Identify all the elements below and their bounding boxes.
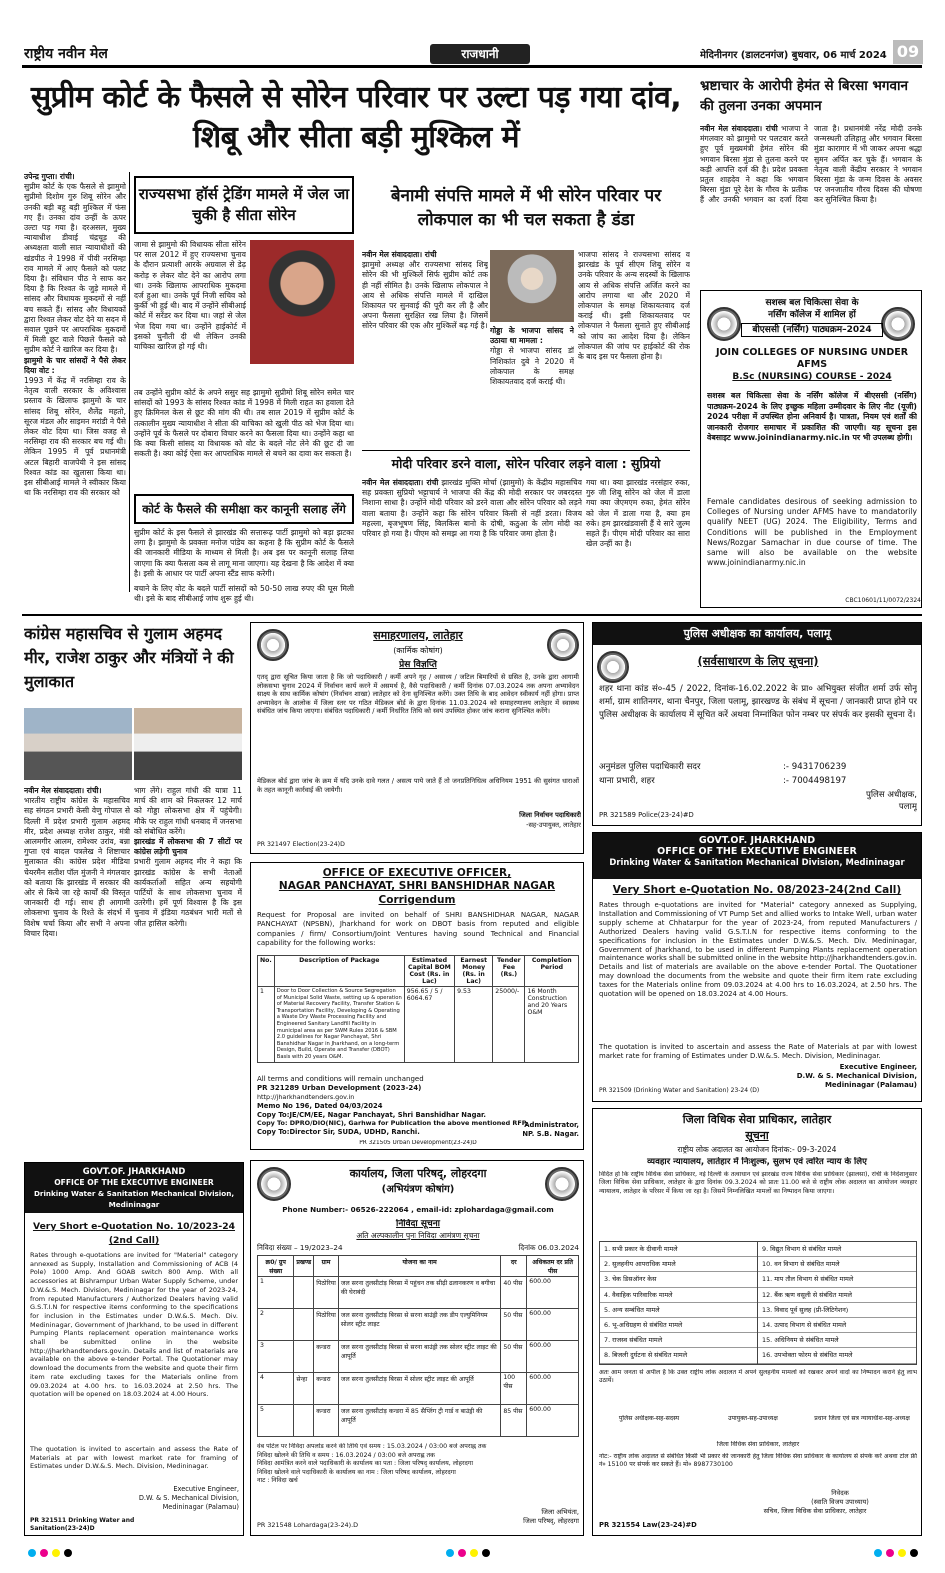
table-cell: 25000/- <box>493 987 525 1063</box>
legal-sign-a: पुलिस अधीक्षक-सह-सदस्य <box>618 1415 680 1422</box>
ee-left-title: Very Short e-Quotation No. 10/2023-24 <box>32 1221 236 1232</box>
latehar-title: प्रेस विज्ञप्ति <box>399 660 437 670</box>
lohardaga-note: निविदा आमंत्रित करने वाले पदाधिकारी के कार्यालय का पता : जिला परिषद् कार्यालय, लोहरदगा <box>257 1460 474 1468</box>
lohardaga-signature: जिला अभियंता, <box>541 1508 579 1516</box>
armed-forces-ad <box>700 290 922 608</box>
npsbn-sign-2: NP. S.B. Nagar. <box>522 1130 579 1138</box>
review-headline-box <box>134 494 354 524</box>
congress-photo-2 <box>134 708 242 780</box>
sita-headline: राज्यसभा हॉर्स ट्रेडिंग मामले में जेल जा चुकी है सीता सोरेन <box>138 185 350 224</box>
legal-office: जिला विधिक सेवा प्राधिकार, लातेहार <box>682 1113 832 1126</box>
lohardaga-note: नाट : निविदा खर्च <box>257 1477 298 1485</box>
lohardaga-subtitle: अति अल्पकालीन पुनः निविदा आमंत्रण सूचना <box>356 1231 480 1240</box>
masthead: राष्ट्रीय नवीन मेल <box>24 46 108 62</box>
afms-emblem-icon <box>881 307 915 341</box>
table-cell: 50 पीस <box>501 1341 527 1373</box>
table-cell: पिठोरिया <box>314 1309 339 1341</box>
police-contact-2-phone: :- 7004498197 <box>783 776 847 786</box>
modi-headline: मोदी परिवार डरने वाला, सोरेन परिवार लड़ने वाला : सुप्रियो <box>391 456 661 471</box>
table-cell: सेन्हा <box>294 1373 314 1405</box>
ad-subtitle: B.Sc (NURSING) COURSE - 2024 <box>732 372 892 382</box>
ad-hindi-text: सशस्त्र बल चिकित्सा सेवा के नर्सिंग कॉलेज में बीएससी (नर्सिंग) पाठ्यक्रम-2024 के लिए इच्छुक महिला उम्मीदवार के लिए नीट (यूजी) 2024 परीक्षा में उपस्थित होना अनिवार्य है। पात्रता, नियम एवं शर्तों की जानकारी रोजगार समाचार में प्रकाशित की जाएगी। यह सूचना इस वेबसाइट www.joinindianarmy.nic.in पर भी उपलब्ध होगी। <box>707 391 917 443</box>
ee-right-text: Rates through e-quotations are invited for "Material" category annexed as Supplying, Installation and Commissioning of VT Pump Set and allied works to Intake Well, urban water supply scheme at Chhatarpur for the year of 2023-24, from reputed Manufacturers / Authorized Dealers having valid G.S.T.I.N for respective items conforming to the specifications for inclusion in the Estimates under D.W.&.S. Mech. Div. Medininagar, Government of Jharkhand, to be used in different Pumping Plants replacement operation maintenance works shall be submitted online in the website http://jharkhandtenders.gov.in. Details and list of materials are available on the above e-tender Portal. The Quotationer may download the documents from the website and quote their firm item rate excluding taxes for the Materials online from 09.03.2024 at 4.00 hrs to 16.03.2024, at 2.50 hrs. The quotation will be opened on 18.03.2024 at 4.00 Hours. <box>599 901 917 999</box>
latehar-dept: (कार्मिक कोषांग) <box>393 646 443 655</box>
npsbn-copy-1: Copy To:JE/CM/EE, Nagar Panchayat, Shri Banshidhar Nagar. <box>257 1111 486 1119</box>
police-contact-1-label: अनुमंडल पुलिस पदाधिकारी सदर <box>599 762 701 772</box>
column-divider <box>129 172 130 592</box>
registration-mark <box>898 1549 906 1557</box>
latehar-code: PR 321497 Election(23-24)D <box>257 841 345 848</box>
table-cell <box>294 1309 314 1341</box>
ee-left-header <box>25 1163 243 1213</box>
table-header: क्र0/ ग्रुप संख्या <box>258 1256 294 1277</box>
ee-left-signature-2: D.W. & S. Mechanical Division, <box>138 1494 239 1502</box>
benami-col2: भाजपा सांसद ने राज्यसभा सांसद व झारखंड के पूर्व सीएम शिबू सोरेन व उनके परिवार के अन्य सदस्यों के खिलाफ आय से अधिक संपत्ति अर्जित करने का आरोप लगाया था और 2020 में लोकपाल के समक्ष शिकायतवाद दर्ज कराई थी। इसी शिकायतवाद पर लोकपाल ने फैसला सुनाते हुए सीबीआई को जांच का आदेश दिया है। लेकिन लोकपाल की जांच पर हाईकोर्ट की रोक के बाद इस पर फैसला होना है। <box>578 250 690 362</box>
legal-signature-2: (स्वाति विजय उपाध्याय) <box>811 1498 869 1506</box>
police-title: (सर्वसाधारण के लिए सूचना) <box>697 654 819 668</box>
npsbn-line1: OFFICE OF EXECUTIVE OFFICER, <box>322 867 512 879</box>
police-emblem-icon <box>597 651 629 683</box>
table-header: Completion Period <box>525 956 579 987</box>
table-cell: जल सरना तुलसीटांड़ बिरसा में पहुंचन तक सीढ़ी ढलानकरण व बगीचा की घेराबंदी <box>338 1277 500 1309</box>
ee-right-title: Very Short e-Quotation No. 08/2023-24(2nd Call) <box>612 884 902 896</box>
npsbn-notice <box>250 862 584 1150</box>
table-cell: 100 पीस <box>501 1373 527 1405</box>
sita-photo <box>250 240 354 364</box>
ee-right-text-2: The quotation is invited to ascertain and assess the Rate of Materials at par with lowest market rate for framing of Estimates under D.W.&.S. Mech. Division, Medininagar. <box>599 1043 917 1060</box>
table-cell: जल सरना तुलसीटांड़ कन्डरा में 85 सैप्लिंग ट्री गार्ड व बाउंड्री की आपूर्ति <box>338 1405 500 1437</box>
table-header: प्रखण्ड <box>294 1256 314 1277</box>
lead-headline: सुप्रीम कोर्ट के फैसले से सोरेन परिवार पर उल्टा पड़ गया दांव, शिबू और सीता बड़ी मुश्किल में <box>30 80 682 155</box>
npsbn-url: http://jharkhandtenders.gov.in <box>257 1093 355 1101</box>
list-item: 2. सुलहनीय आपराधिक मामले <box>600 1257 757 1272</box>
list-item: 14. उत्पाद विभाग से संबंधित मामले <box>758 1318 916 1333</box>
latehar-text-2: मेडिकल बोर्ड द्वारा जांच के क्रम में यदि उनके दावे गलत / असत्य पाये जाते हैं तो जनप्रतिनिधित्व अधिनियम 1951 की सुसंगत धाराओं के तहत कानूनी कार्रवाई की जायेगी। <box>257 777 579 794</box>
section-label: राजधानी <box>430 44 530 64</box>
legal-right-list <box>758 1242 916 1364</box>
table-cell: 9.53 <box>455 987 493 1063</box>
legal-signature-3: सचिव, जिला विधिक सेवा प्राधिकार, लातेहार <box>763 1507 867 1515</box>
table-cell: कन्डरा <box>314 1405 339 1437</box>
list-item: 8. बिजली दुर्घटना से संबंधित मामले <box>600 1348 757 1363</box>
benami-col1-text: झामुमो अध्यक्ष और राज्यसभा सांसद शिबू सोरेन की भी मुश्किलें सिर्फ सुप्रीम कोर्ट तक ही नहीं सीमित है। उनके खिलाफ लोकपाल ने आय से अधिक संपत्ति मामले में दाखिल शिकायत पर सुनवाई की पूरी कर ली है और अपना फैसला सुरक्षित रख लिया है। जिसमें सोरेन परिवार की एक और मुश्किलें बढ़ गई है। <box>362 260 488 331</box>
npsbn-pr: PR 321289 Urban Development (2023-24) <box>257 1084 422 1092</box>
lohardaga-phone: Phone Number:- 06526-222064 , email-id: zplohardaga@gmail.com <box>282 1205 554 1214</box>
list-item: 1. सभी प्रकार के दीवानी मामले <box>600 1242 757 1257</box>
police-code: PR 321589 Police(23-24)#D <box>599 811 694 819</box>
zila-parishad-emblem-icon <box>545 1167 579 1201</box>
registration-mark <box>458 1549 466 1557</box>
ee-left-notice <box>24 1162 244 1536</box>
lohardaga-office: कार्यालय, जिला परिषद्, लोहरदगा <box>349 1167 487 1180</box>
sita-text-2: तब उन्होंने सुप्रीम कोर्ट के अपने ससुर सह झामुमो सुप्रीमो शिबू सोरेन समेत चार सांसदों को 1993 के सांसद रिश्वत कांड में 1998 में मिली राहत का हवाला देते हुए क्रिमिनल केस से छूट की मांग की थी। तब साल 2019 में सुप्रीम कोर्ट के तत्कालीन मुख्य न्यायाधीश ने सीता की याचिका को खुली पीठ को भेज दिया था। उन्होंने पूर्व के फैसले पर दोबारा विचार करने का फैसला दिया था। उन्होंने कहा था कि क्या किसी सांसद या विधायक को वोट के बदले नोट लेने की छूट दी जा सकती है। क्या कोई ऐसा कर आपराधिक मामले से बचने का दावा कर सकता है। <box>134 388 354 459</box>
table-cell: 600.00 <box>527 1277 579 1309</box>
registration-mark <box>874 1549 882 1557</box>
table-header: Estimated Capital BOM Cost (Rs. in Lac) <box>404 956 454 987</box>
election-emblem-icon <box>547 629 579 661</box>
npsbn-text: Request for Proposal are invited on behalf of SHRI BANSHIDHAR NAGAR, NAGAR PANCHAYAT (NPSBN), Jharkhand for work on DBOT basis from reputed and eligible companies / firm/ Consortium/Joint Ventures having sound Technical and Financial capability for the following works: <box>257 911 579 948</box>
army-emblem-icon <box>707 307 741 341</box>
lohardaga-notice <box>250 1160 584 1536</box>
list-item: 15. अधिनियम से संबंधित मामले <box>758 1333 916 1348</box>
police-contact-2-label: थाना प्रभारी, शहर <box>599 776 655 786</box>
ee-left-call: (2nd Call) <box>108 1235 160 1246</box>
right-top-headline: भ्रष्टाचार के आरोपी हेमंत से बिरसा भगवान की तुलना उनका अपमान <box>700 78 909 114</box>
ee-left-line1: GOVT.OF. JHARKHAND <box>82 1166 186 1176</box>
ad-hindi-line1: सशस्त्र बल चिकित्सा सेवा के <box>765 298 859 308</box>
table-cell <box>294 1405 314 1437</box>
npsbn-table-wrap <box>257 955 579 1073</box>
ee-right-line2: OFFICE OF THE EXECUTIVE ENGINEER <box>657 846 857 857</box>
table-cell: Door to Door Collection & Source Segregation of Municipal Solid Waste, setting up & operation of Material Recovery Facility, Transfer Station & Transportation Facility, Developing & Operating a Waste Dry Waste Processing Facility and Engineered Sanitary Landfill Facility in municipal area as per SWM Rules 2016 & SBM 2.0 guidelines for Nagar Panchayat, Shri Banshidhar Nagar in Jharkhand, on a long-term Design, Build, Operate and Transfer (DBOT) Basis with 20 years O&M. <box>274 987 404 1063</box>
table-cell: कन्डरा <box>314 1373 339 1405</box>
legal-left-list <box>600 1242 758 1364</box>
ee-left-code: PR 321511 Drinking Water and Sanitation(23-24)D <box>30 1517 135 1532</box>
benami-byline: नवीन मेल संवाददाता। रांची <box>362 250 437 259</box>
table-row <box>258 1373 579 1405</box>
table-cell: 1 <box>258 1277 294 1309</box>
ee-right-code: PR 321509 (Drinking Water and Sanitation) 23-24 (D) <box>599 1087 760 1094</box>
ee-right-signature-2: D.W. & S. Mechanical Division, <box>796 1072 917 1080</box>
ee-right-header <box>593 833 921 879</box>
page-number: 09 <box>893 40 923 64</box>
table-cell <box>294 1277 314 1309</box>
registration-mark <box>886 1549 894 1557</box>
ee-left-text-2: The quotation is invited to ascertain and assess the Rate of Materials at par with lowest market rate for framing of Estimates under D.W.&.S. Mech. Division, Medininagar. <box>30 1445 238 1471</box>
table-cell: 2 <box>258 1309 294 1341</box>
table-cell: कन्डरा <box>314 1341 339 1373</box>
list-item: 12. बैंक ऋण वसूली से संबंधित मामले <box>758 1288 916 1303</box>
benami-col1b-text: गोड्डा से भाजपा सांसद डॉ निशिकांत दुबे ने 2020 में लोकपाल के समक्ष शिकायतवाद दर्ज कराई थी। <box>490 346 574 387</box>
review-text: सुप्रीम कोर्ट के इस फैसले से झारखंड की सत्तारूढ़ पार्टी झामुमो को बड़ा झटका लगा है। झामुमो के प्रवक्ता मनोज पांडेय का कहना है कि सुप्रीम कोर्ट के फैसले की जानकारी मीडिया के माध्यम से मिली है। अब इस पर कानूनी सलाह लिया जाएगा कि क्या फैसला कब से लागू माना जाएगा। यह देखना है कि आदेश में क्या है। इसी के आधार पर पार्टी अपना स्टैंड साफ करेगी। <box>134 528 354 578</box>
shibu-photo <box>490 250 574 322</box>
table-header-row <box>258 1256 579 1277</box>
latehar-signature-2: -सह-उपायुक्त, लातेहार <box>526 821 581 829</box>
ad-code: CBC10601/11/0072/2324 <box>845 597 921 604</box>
table-cell: 85 पीस <box>501 1405 527 1437</box>
table-header: योजना का नाम <box>338 1256 500 1277</box>
table-row <box>258 1309 579 1341</box>
ee-left-line4: Medininagar <box>108 1200 160 1209</box>
npsbn-sign: Administrator, <box>524 1121 579 1129</box>
table-cell: 3 <box>258 1341 294 1373</box>
benami-headline: बेनामी संपत्ति मामले में भी सोरेन परिवार पर लोकपाल का भी चल सकता है डंडा <box>390 186 662 230</box>
table-cell: 5 <box>258 1405 294 1437</box>
registration-mark <box>28 1549 36 1557</box>
legal-signature: निवेदक <box>831 1489 849 1497</box>
ee-right-signature: Executive Engineer, <box>839 1063 917 1071</box>
lohardaga-ref: निविदा संख्या – 19/2023–24 <box>257 1243 343 1252</box>
table-cell: 40 पीस <box>501 1277 527 1309</box>
latehar-notice <box>250 622 584 854</box>
table-cell: 600.00 <box>527 1405 579 1437</box>
list-item: 7. राजस्व संबंधित मामले <box>600 1333 757 1348</box>
latehar-office: समाहरणालय, लातेहार <box>373 629 463 642</box>
section-rule <box>362 450 690 451</box>
ee-right-line3: Drinking Water & Sanitation Mechanical Division, Medininagar <box>609 857 905 867</box>
lohardaga-table <box>257 1255 579 1437</box>
jharkhand-emblem-icon <box>257 629 289 661</box>
table-row <box>258 1277 579 1309</box>
legal-services-notice <box>592 1108 922 1536</box>
list-item: 3. चेक डिसऑनर केस <box>600 1272 757 1287</box>
table-header: No. <box>258 956 275 987</box>
lohardaga-emblem-icon <box>257 1167 291 1201</box>
lohardaga-dept: (अभियंत्रण कोषांग) <box>381 1184 455 1195</box>
police-notice <box>592 622 922 826</box>
table-cell: 956.65 / 5 / 6064.67 <box>404 987 454 1063</box>
legal-title: सूचना <box>745 1129 769 1142</box>
congress-col2-text: भाग लेंगे। राहुल गांधी की यात्रा 11 मार्च की शाम को निकलकर 12 मार्च को गोड्डा लोकसभा क्षेत्र में पहुंचेगी। मौके पर राहुल गांधी धनबाद में जनसभा को संबोधित करेंगे। <box>134 786 242 836</box>
police-signature-2: पलामू <box>898 802 917 812</box>
ee-left-signature: Executive Engineer, <box>173 1485 239 1493</box>
legal-note: नोट:- राष्ट्रीय लोक अदालत से संबंधित किसी भी प्रकार की जानकारी हेतु जिला विधिक सेवा प्राधिकार के कार्यालय से संपर्क करें अथवा टोल फ्री नं० 15100 पर संपर्क कर सकते हैं। मो० 8987730100 <box>599 1453 917 1469</box>
congress-col2 <box>134 786 242 1146</box>
ad-hindi-line3: बीएससी (नर्सिंग) पाठ्यक्रम–2024 <box>741 323 883 337</box>
police-office: पुलिस अधीक्षक का कार्यालय, पलामू <box>593 623 921 645</box>
registration-mark <box>910 1549 918 1557</box>
lead-col1b-text: 1993 में केंद्र में नरसिम्हा राव के नेतृत्व वाली सरकार के अविश्वास प्रस्ताव के खिलाफ झामुमो के चार सांसद शिबू सोरेन, शैलेंद्र महतो, सूरज मंडल और साइमन मरांडी ने पैसे लेकर वोट दिया था। जिस वजह से नरसिम्हा राव की सरकार बच गई थी। लेकिन 1995 में पूर्व प्रधानमंत्री अटल बिहारी वाजपेयी ने इस सांसद रिश्वत कांड का खुलासा किया था। इस सीबीआई मामले ने स्वीकार किया था कि नरसिम्हा राव की सरकार को <box>24 376 126 498</box>
right-top-text <box>700 124 922 284</box>
benami-headline-wrap <box>362 184 690 246</box>
npsbn-footer: All terms and conditions will remain unchanged <box>257 1075 424 1083</box>
lohardaga-note: निविदा खोलने की तिथि व समय : 16.03.2024 / 03:00 बजे अपराह्न तक <box>257 1451 435 1459</box>
ee-left-signature-3: Medininagar (Palamau) <box>162 1503 239 1511</box>
lead-col1-subhead: झामुमो के चार सांसदों ने पैसे लेकर दिया वोट : <box>24 355 126 375</box>
list-item: 9. विद्युत विभाग से संबंधित मामले <box>758 1242 916 1257</box>
table-cell: जल सरना तुलसीटांड़ बिरसा से सरना बाउंड्री तक सोलर स्ट्रीट लाइट की आपूर्ति <box>338 1341 500 1373</box>
latehar-signature: जिला निर्वाचन पदाधिकारी <box>519 811 581 819</box>
color-registration-strip <box>22 1546 922 1560</box>
legal-tagline: व्यवहार न्यायालय, लातेहार में निःशुल्क, सुलभ एवं त्वरित न्याय के लिए <box>647 1157 867 1167</box>
list-item: 11. माप तौल विभाग से संबंधित मामले <box>758 1272 916 1287</box>
ee-right-signature-3: Medininagar (Palamau) <box>824 1081 917 1089</box>
lohardaga-code: PR 321548 Lohardaga(23-24).D <box>257 1521 359 1529</box>
table-header-row <box>258 956 579 987</box>
lead-col1-text: सुप्रीम कोर्ट के एक फैसले से झामुमो सुप्रीमो दिशोम गुरु शिबू सोरेन और उनकी बड़ी बहू बड़ी मुश्किल में फंस गए हैं। उनका दांव उन्हीं के ऊपर उल्टा पड़ गया है। दरअसल, मुख्य न्यायाधीश डीवाई चंद्रचूड़ की अध्यक्षता वाली सात न्यायाधीशों की खंडपीठ ने 1998 में पीवी नरसिम्हा राव मामले में आए फैसले को पलट दिया है। संविधान पीठ ने साफ कर दिया है कि रिश्वत के जुड़े मामले में सांसद और विधायक मुकदमों से नहीं बच सकते हैं। सांसद और विधायकों द्वारा रिश्वत लेकर वोट देने या सदन में सवाल पूछने पर आपराधिक मुकदमों में मिली छूट वाले पिछले फैसले को सुप्रीम कोर्ट ने खारिज कर दिया है। <box>24 182 126 355</box>
list-item: 10. वन विभाग से संबंधित मामले <box>758 1257 916 1272</box>
review-headline: कोर्ट के फैसले की समीक्षा कर कानूनी सलाह लेंगे <box>142 502 346 516</box>
table-row <box>258 987 579 1063</box>
right-top-body: भाजपा ने मंगलवार को झामुमो पर पलटवार करते हुए पूर्व मुख्यमंत्री हेमंत सोरेन की भगवान बिरसा मुंडा से तुलना करने पर कड़ी आपत्ति दर्ज की है। प्रदेश प्रवक्ता प्रतुल शाहदेव ने कहा कि भगवान बिरसा मुंडा पूरे देश के गौरव के प्रतीक हैं और उनकी भगवान का दर्जा दिया जाता है। प्रधानमंत्री नरेंद्र मोदी उनके जन्मस्थली उलिहातु और भगवान बिरसा मुंडा कारागार में भी जाकर अपना श्रद्धा सुमन अर्पित कर चुके हैं। भगवान के नेतृत्व वाली केंद्रीय सरकार ने भगवान बिरसा मुंडा के जन्म दिवस के अवसर पर जनजातीय गौरव दिवस की घोषणा कर सुनिश्चित किया है। <box>700 124 922 205</box>
dateline: मेदिनीनगर (डालटनगंज) बुधवार, 06 मार्च 2024 <box>700 50 887 61</box>
legal-intro: विदित हो कि राष्ट्रीय विधिक सेवा प्राधिकार, नई दिल्ली के तत्वाधान एवं झारखंड राज्य विधिक सेवा प्राधिकार (झालसा), रांची के निर्देशानुसार जिला विधिक सेवा प्राधिकार, लातेहार के द्वारा दिनांक 09.3.2024 को प्रातः 11.00 बजे से राष्ट्रीय लोक अदालत का आयोजन व्यवहार न्यायालय, लातेहार के परिसर में किया जा रहा है। जिसमें निम्नलिखित मामलों का निष्पादन किया जाएगा। <box>599 1171 917 1195</box>
lohardaga-date: दिनांक 06.03.2024 <box>518 1243 579 1252</box>
ee-right-notice <box>592 832 922 1102</box>
lead-column-1 <box>24 172 126 592</box>
legal-subtitle: राष्ट्रीय लोक अदालत का आयोजन दिनांक:- 09-3-2024 <box>677 1145 837 1154</box>
list-item: 5. अन्य सम्बंधित मामले <box>600 1303 757 1318</box>
registration-mark <box>40 1549 48 1557</box>
congress-photo-1 <box>24 708 132 780</box>
lohardaga-title: निविदा सूचना <box>395 1219 441 1229</box>
lohardaga-note: निविदा खोलने वाले पदाधिकारी के कार्यालय का नाम : जिला परिषद कार्यालय, लोहरदगा <box>257 1468 456 1476</box>
table-row <box>258 1341 579 1373</box>
npsbn-table <box>257 955 579 1063</box>
sita-headline-box <box>134 176 354 234</box>
table-cell: 50 पीस <box>501 1309 527 1341</box>
table-header: दर <box>501 1256 527 1277</box>
table-header: Earnest Money (Rs. in Lac) <box>455 956 493 987</box>
ad-title: JOIN COLLEGES OF NURSING UNDER AFMS <box>715 347 909 370</box>
table-header: Tender Fee (Rs.) <box>493 956 525 987</box>
ad-hindi-line2: नर्सिंग कॉलेज में शामिल हों <box>768 310 856 320</box>
table-row <box>258 1405 579 1437</box>
table-cell <box>294 1341 314 1373</box>
ee-right-line1: GOVT.OF. JHARKHAND <box>698 835 816 846</box>
list-item: 4. वैवाहिक पारिवारिक मामले <box>600 1288 757 1303</box>
npsbn-memo: Memo No 196, Dated 04/03/2024 <box>257 1102 383 1110</box>
table-header: Description of Package <box>274 956 404 987</box>
police-contact-1-phone: :- 9431706239 <box>783 762 847 772</box>
table-header: अधिकतम दर प्रति पीस <box>527 1256 579 1277</box>
congress-col2b-text: प्रभारी गुलाम अहमद मीर ने कहा कि झारखंड कांग्रेस के सभी नेताओं कार्यकर्ताओं सहित अन्य सहयोगी पार्टियों के साथ लोकसभा चुनाव में उतरेगी। हमें पूर्ण विश्वास है कि इस चुनाव में इंडिया गठबंधन भारी मतों से जीत हासिल करेगी। <box>134 857 242 928</box>
latehar-text: एतद् द्वारा सूचित किया जाता है कि जो पदाधिकारी / कर्मी अपने गृह / असाध्य / जटिल बिमारियों से ग्रसित है, उनके द्वारा आगामी लोकसभा चुनाव 2024 में निर्वाचन कार्य करने में असमर्थ है, वैसे पदाधिकारी / कर्मी दिनांक 07.03.2024 तक अपना अभ्यावेदन साक्ष्य के साथ कार्मिक कोषांग (निर्वाचन शाखा) लातेहार को देना सुनिश्चित करेंगे। उक्त तिथि के बाद आवेदन स्वीकार्य नहीं होगा। प्राप्त अभ्यावेदन के आलोक में जिला स्तर पर गठित मेडिकल बोर्ड के द्वारा दिनांक 11.03.2024 को समाहरणालय लातेहार में स्वास्थ्य संबंधित जांच किया जाएगा। संबंधित पदाधिकारी / कर्मी निर्धारित तिथि को स्वयं उपस्थित होकर जांच कराना सुनिश्चित करेंगे। <box>257 673 579 716</box>
list-item: 6. भू-अधिग्रहण से संबंधित मामले <box>600 1318 757 1333</box>
list-item: 13. विवाद पूर्व सुलह (प्री-लिटिगेशन) <box>758 1303 916 1318</box>
police-text: शहर थाना कांड सं०-45 / 2022, दिनांक-16.02.2022 के प्रा० अभियुक्त संजीत शर्मा उर्फ सोनू शर्मा, ग्राम शातिनगर, थाना चैनपुर, जिला पलामू, झारखण्ड के संबंध में सूचना / जानकारी प्राप्त होने पर पुलिस अधीक्षक के कार्यालय में सूचित करें अथवा निम्नांकित फोन नम्बर पर संपर्क कर इसकी सूचना दें। <box>599 684 917 720</box>
legal-appeal: अतः आम जनता से अपील है कि उक्त राष्ट्रीय लोक अदालत में अपने सुलहनीय मामलों को रखकर अपने वादों का निष्पादन कराने हेतु लाभ उठायें। <box>599 1369 917 1385</box>
right-top-byline: नवीन मेल संवाददाता। रांची <box>700 124 778 133</box>
table-cell: 600.00 <box>527 1341 579 1373</box>
ad-english-text: Female candidates desirous of seeking admission to Colleges of Nursing under AFMS have to mandatorily qualify NEET (UG) 2024. The Eligibility, Terms and Conditions will be published in the Employment News/Rozgar Samachar in due course of time. The same will also be available on the website www.joinindianarmy.nic.in <box>707 497 917 568</box>
lead-bottom-text: बचाने के लिए वोट के बदले पार्टी सांसदों को 50-50 लाख रुपए की घूस मिली थी। इसे के बाद सीबीआई जांच शुरू हुई थी। <box>134 584 354 604</box>
registration-mark <box>64 1549 72 1557</box>
modi-text <box>362 478 582 606</box>
congress-byline: नवीन मेल संवाददाता। रांची। <box>24 786 102 795</box>
npsbn-copy-3: Copy To:Director Sir, SUDA, UDHD, Ranchi. <box>257 1128 420 1136</box>
lohardaga-notes <box>257 1443 579 1511</box>
legal-sign-b: जिला विधिक सेवा प्राधिकार, लातेहार <box>716 1441 800 1448</box>
lohardaga-signature-2: जिला परिषद्, लोहरदगा <box>523 1517 579 1525</box>
table-cell: पिठोरिया <box>314 1277 339 1309</box>
table-cell: 600.00 <box>527 1309 579 1341</box>
legal-sign-d: प्रधान जिला एवं सत्र न्यायाधीश-सह-अध्यक्ष <box>814 1415 910 1422</box>
table-cell: 600.00 <box>527 1373 579 1405</box>
section-rule <box>22 614 922 616</box>
modi-text-2: गया था। क्या झारखंड नरसंहार रुका, गुरु जी शिबू सोरेन को जेल में डाला गया क्या जेएमएम रुका, हेमंत सोरेन को जेल में डाला गया है, क्या हम रुके। हम झारखंडवासी हैं ये सारे जुल्म सहते हैं। पीएम मोदी परिवार का सारा खेल उन्हीं का है। <box>586 478 690 549</box>
table-header: ग्राम <box>314 1256 339 1277</box>
sita-text: जामा से झामुमो की विधायक सीता सोरेन पर साल 2012 में हुए राज्यसभा चुनाव के दौरान प्रत्याशी आरके अग्रवाल से डेढ़ करोड़ रु लेकर वोट देने का आरोप लगा था। उनके खिलाफ आपराधिक मुकदमा दर्ज हुआ था। उनके पूर्व निजी सचिव को कुर्की भी हुई थी। बाद में उन्होंने सीबीआई कोर्ट में सरेंडर कर दिया था। जहां से जेल भेज दिया गया था। उन्होंने हाईकोर्ट में इसको चुनौती दी थी लेकिन उनकी याचिका खारिज हो गई थी। <box>134 240 246 352</box>
benami-col1 <box>362 250 488 445</box>
npsbn-copy-2: Copy To: DPRO/DIO(NIC), Garhwa for Publication the above mentioned RFP, <box>257 1119 528 1127</box>
benami-col1-subhead: गोड्डा के भाजपा सांसद ने उठाया था मामला : <box>490 326 574 346</box>
table-cell: जल सरना तुलसीटांड़ बिरसा में सोलर स्ट्रीट लाइट की आपूर्ति <box>338 1373 500 1405</box>
table-cell: 1 <box>258 987 275 1063</box>
legal-sign-c: उपायुक्त-सह-उपाध्यक्ष <box>728 1415 778 1422</box>
legal-case-table <box>599 1241 917 1365</box>
registration-mark <box>52 1549 60 1557</box>
registration-mark <box>446 1549 454 1557</box>
lohardaga-table-wrap <box>257 1255 579 1441</box>
list-item: 16. उपभोक्ता फोरम से संबंधित मामले <box>758 1348 916 1363</box>
modi-text-body: झारखंड मुक्ति मोर्चा (झामुमो) के केंद्रीय महासचिव सह प्रवक्ता सुप्रियो भट्टाचार्य ने भाजपा की केंद्र की मोदी सरकार पर जबरदस्त निशाना साधा है। उन्होंने मोदी परिवार को डरने वाला और सोरेन परिवार को लड़ने वाला बताया है। उन्होंने कहा कि सोरेन परिवार किसी से नहीं डरता। विजय महल्ला, बृजभूषण सिंह, बिलकिस बानो के दोषी, कठुआ के लोग मोदी का परिवार हो गया है। पीएम को समझ आ गया है कि परिवार जमा होता है। <box>362 478 582 539</box>
police-signature: पुलिस अधीक्षक, <box>865 790 917 800</box>
benami-col1b <box>490 326 574 446</box>
npsbn-line3: Corrigendum <box>378 894 456 906</box>
congress-col1-text: भारतीय राष्ट्रीय कांग्रेस के महासचिव सह संगठन प्रभारी केसी वेणु गोपाल से दिल्ली में प्रदेश प्रभारी गुलाम अहमद मीर, प्रदेश अध्यक्ष राजेश ठाकुर, मंत्री आलमगीर आलम, रामेश्वर उरांव, बन्ना गुप्ता एवं बादल पत्रलेख ने शिष्टाचार मुलाकात की। कांग्रेस प्रदेश मीडिया चेयरमैन सतीश पॉल मुंजनी ने मंगलवार को बताया कि झारखंड में सरकार की ओर से किये जा रहे कार्यों की विस्तृत जानकारी दी गई। साथ ही आगामी लोकसभा चुनाव के रिश्ते के संदर्भ में विशेष चर्चा किया और सभी ने अपना विचार दिया। <box>24 796 130 938</box>
legal-code: PR 321554 Law(23-24)#D <box>599 1521 697 1529</box>
ee-left-line3: Drinking Water & Sanitation Mechanical Division, <box>33 1189 235 1198</box>
modi-byline: नवीन मेल संवाददाता। रांची <box>362 478 439 487</box>
npsbn-line2: NAGAR PANCHAYAT, SHRI BANSHIDHAR NAGAR <box>278 880 556 892</box>
table-cell: 4 <box>258 1373 294 1405</box>
ee-left-text: Rates through e-quotations are invited for "Material" category annexed as Supply, Installation and Commissioning of ACB (4 Pole) 1000 Amp. And GOAB switch 800 Amp. With all accessories at Bishrampur Urban Water Supply Scheme, under D.W.&.S. Mech. Division, Medininagar for the year of 2023-24, from reputed Manufacturers / Authorized Dealers having valid G.S.T.I.N for respective items conforming to the specifications for inclusion in the Estimates under D.W.&.S. Mech. Div. Medininagar, Government of Jharkhand, to be used in different Pumping Plants replacement operation maintenance works shall be submitted online in the website http://jharkhandtenders.gov.in. Details and list of materials are available on the above e-tender Portal. The Quotationer may download the documents from the website and quote their firm item rate excluding taxes for the Materials online from 09.03.2024 at 4.00 hrs. to 16.03.2024 at 2.50 hrs. The quotation will be opened on 18.03.2024 at 4.00 Hours. <box>30 1251 238 1399</box>
npsbn-code: PR 321505 Urban Development(23-24)D <box>359 1140 477 1146</box>
ee-left-line2: OFFICE OF THE EXECUTIVE ENGINEER <box>54 1178 214 1187</box>
table-cell: 16 Month Construction and 20 Years O&M <box>525 987 579 1063</box>
lead-byline: उपेन्द्र गुप्ता। रांची। <box>24 172 75 181</box>
registration-mark <box>470 1549 478 1557</box>
lohardaga-note: वेब पोर्टल पर निविदा अपलोड करने की तिथि एवं समय : 15.03.2024 / 03:00 बजे अपराह्न तक <box>257 1443 487 1450</box>
congress-headline: कांग्रेस महासचिव से गुलाम अहमद मीर, राजेश ठाकुर और मंत्रियों ने की मुलाकात <box>24 624 234 691</box>
congress-col2-subhead: झारखंड में लोकसभा की 7 सीटों पर कांग्रेस लड़ेगी चुनाव <box>134 837 242 857</box>
registration-mark <box>482 1549 490 1557</box>
table-cell: जल सरना तुलसीटांड़ बिरसा से सरना बाउंड्री तक डीप एल्युमिनियम सोलर स्ट्रीट लाइट <box>338 1309 500 1341</box>
congress-col1 <box>24 786 130 1146</box>
